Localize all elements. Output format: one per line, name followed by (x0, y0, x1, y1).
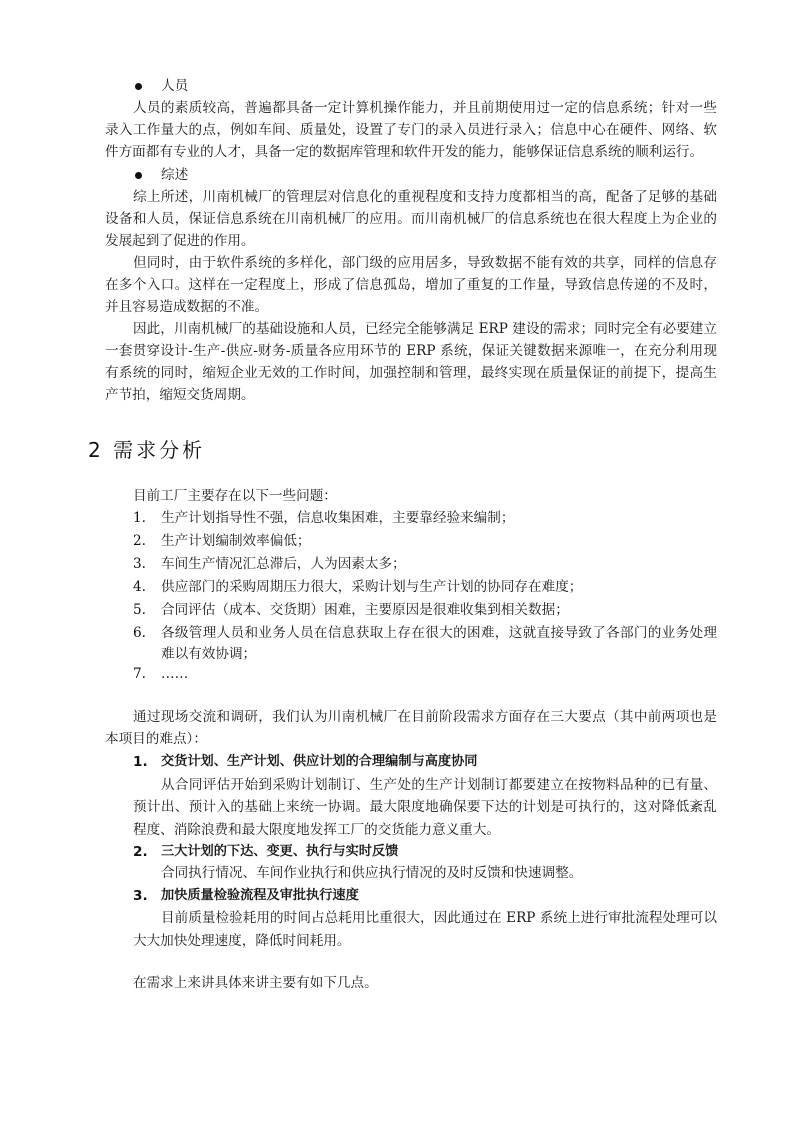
key-point-title: 加快质量检验流程及审批执行速度 (161, 888, 359, 903)
paragraph-line: 综上所述，川南机械厂的管理层对信息化的重视程度和支持力度都相当的高，配备了足够的基础 (133, 189, 717, 205)
bullet-title-summary: 综述 (161, 167, 189, 183)
list-item: …… (161, 666, 189, 682)
list-number: 7. (133, 666, 146, 682)
list-item: 生产计划指导性不强，信息收集困难，主要靠经验来编制； (161, 510, 515, 526)
list-number: 6. (133, 625, 146, 641)
list-item: 合同评估（成本、交货期）困难，主要原因是很难收集到相关数据； (161, 602, 569, 618)
key-point-number: 2. (133, 844, 148, 860)
paragraph-line: 预计出、预计入的基础上来统一协调。最大限度地确保要下达的计划是可执行的，这对降低紊乱 (133, 799, 717, 815)
paragraph-line: 发展起到了促进的作用。 (105, 233, 255, 249)
list-item-continuation: 难以有效协调； (161, 646, 257, 662)
list-number: 3. (133, 556, 146, 572)
list-number: 5. (133, 602, 146, 618)
key-point-title: 三大计划的下达、变更、执行与实时反馈 (161, 844, 399, 859)
key-point-number: 3. (133, 888, 148, 904)
paragraph-line: 设备和人员，保证信息系统在川南机械厂的应用。而川南机械厂的信息系统也在很大程度上为企业的 (105, 211, 717, 227)
paragraph-line: 一套贯穿设计-生产-供应-财务-质量各应用环节的 ERP 系统，保证关键数据来源唯一，在充分利用现 (105, 343, 717, 359)
list-number: 1. (133, 510, 146, 526)
paragraph-line: 录入工作量大的点，例如车间、质量处，设置了专门的录入员进行录入；信息中心在硬件、网络、软 (105, 122, 717, 138)
list-number: 4. (133, 579, 146, 595)
paragraph-line: 在多个入口。这样在一定程度上，形成了信息孤岛，增加了重复的工作量，导致信息传递的不及时， (105, 277, 717, 293)
paragraph-line: 大大加快处理速度，降低时间耗用。 (133, 933, 351, 949)
list-item: 车间生产情况汇总滞后，人为因素太多； (161, 556, 406, 572)
list-number: 2. (133, 533, 146, 549)
paragraph-line: 人员的素质较高，普遍都具备一定计算机操作能力，并且前期使用过一定的信息系统；针对一些 (133, 100, 717, 116)
paragraph-line: 从合同评估开始到采购计划制订、生产处的生产计划制订都要建立在按物料品种的已有量、 (161, 777, 717, 793)
key-point-number: 1. (133, 754, 148, 770)
bullet-title-personnel: 人员 (161, 78, 189, 94)
paragraph-line: 目前质量检验耗用的时间占总耗用比重很大，因此通过在 ERP 系统上进行审批流程处理可以 (161, 910, 717, 926)
paragraph-line: 并且容易造成数据的不准。 (105, 299, 269, 315)
paragraph-line: 有系统的同时，缩短企业无效的工作时间，加强控制和管理，最终实现在质量保证的前提下，提高生 (105, 365, 717, 381)
list-item: 各级管理人员和业务人员在信息获取上存在很大的困难，这就直接导致了各部门的业务处理 (161, 625, 717, 641)
bullet-icon (135, 83, 142, 90)
paragraph-line: 产节拍，缩短交货周期。 (105, 387, 255, 403)
problems-intro: 目前工厂主要存在以下一些问题： (133, 488, 337, 504)
closing-sentence: 在需求上来讲具体来讲主要有如下几点。 (133, 975, 378, 991)
paragraph-line: 本项目的难点）： (105, 731, 207, 747)
bullet-icon (135, 172, 142, 179)
list-item: 生产计划编制效率偏低； (161, 533, 311, 549)
paragraph-line: 通过现场交流和调研，我们认为川南机械厂在目前阶段需求方面存在三大要点（其中前两项也是 (133, 709, 717, 725)
section-heading: 2 需求分析 (88, 438, 206, 462)
paragraph-line: 件方面都有专业的人才，具备一定的数据库管理和软件开发的能力，能够保证信息系统的顺利运行。 (105, 144, 704, 160)
key-point-title: 交货计划、生产计划、供应计划的合理编制与高度协同 (161, 754, 478, 769)
paragraph-line: 程度、消除浪费和最大限度地发挥工厂的交货能力意义重大。 (133, 822, 501, 838)
paragraph-line: 因此，川南机械厂的基础设施和人员，已经完全能够满足 ERP 建设的需求；同时完全有必要建立 (133, 321, 717, 337)
paragraph-line: 但同时，由于软件系统的多样化，部门级的应用居多，导致数据不能有效的共享，同样的信息存 (133, 255, 717, 271)
list-item: 供应部门的采购周期压力很大，采购计划与生产计划的协同存在难度； (161, 579, 583, 595)
paragraph-line: 合同执行情况、车间作业执行和供应执行情况的及时反馈和快速调整。 (161, 865, 583, 881)
